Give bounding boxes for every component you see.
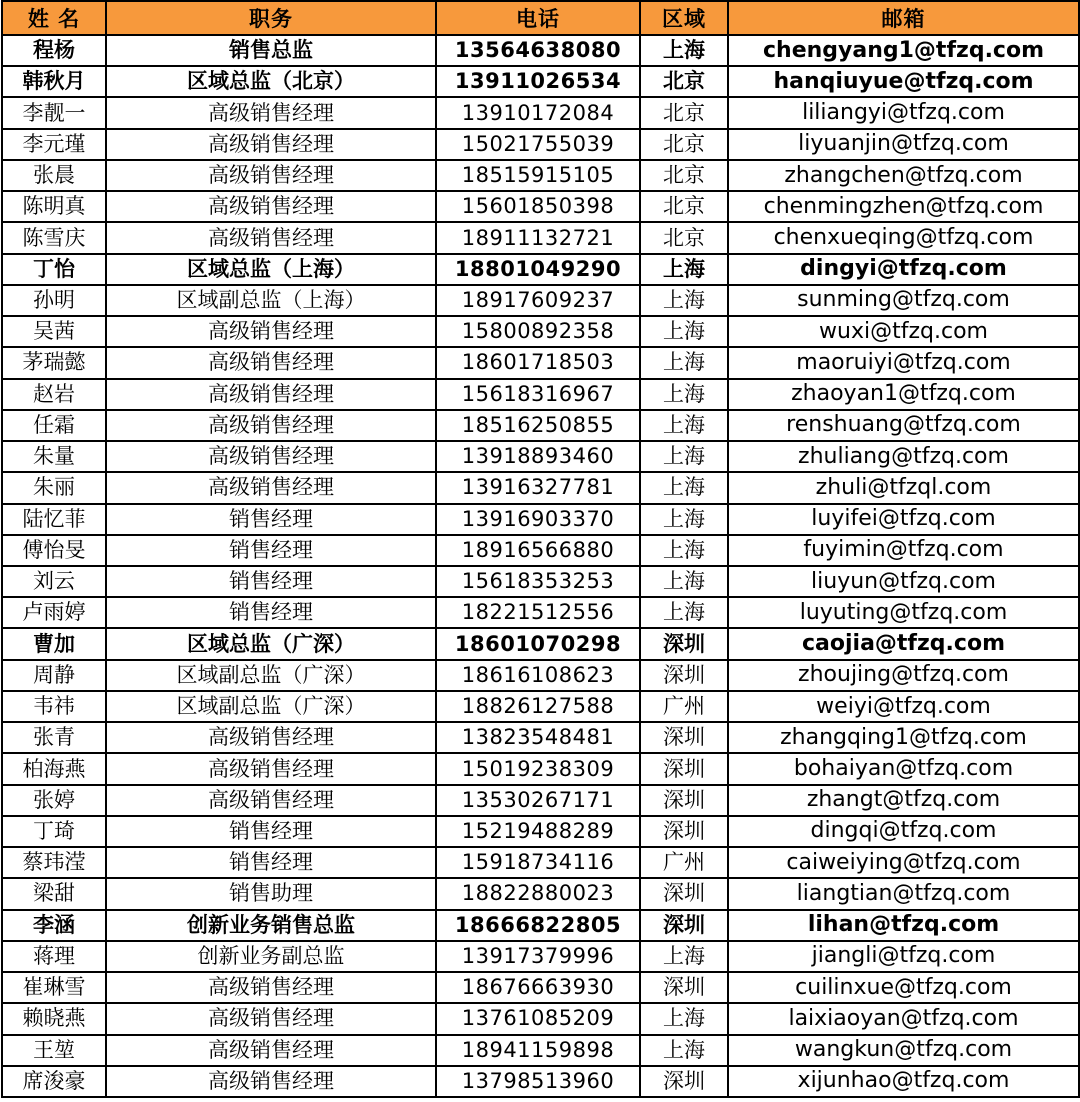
table-row	[2, 597, 1079, 628]
table-body	[2, 35, 1079, 1097]
email-cell: jiangli@tfzq.com	[728, 941, 1079, 972]
region-cell: 北京	[640, 66, 728, 97]
email-cell: lihan@tfzq.com	[728, 910, 1079, 941]
phone-cell: 18916566880	[436, 535, 640, 566]
table-row	[2, 379, 1079, 410]
email-cell: sunming@tfzq.com	[728, 285, 1079, 316]
region-cell: 上海	[640, 597, 728, 628]
title-cell: 高级销售经理	[106, 441, 436, 472]
phone-cell: 13910172084	[436, 97, 640, 128]
name-cell: 刘云	[2, 566, 106, 597]
region-cell: 广州	[640, 847, 728, 878]
title-cell: 高级销售经理	[106, 1003, 436, 1034]
phone-cell: 15021755039	[436, 129, 640, 160]
name-cell: 丁琦	[2, 816, 106, 847]
table-row	[2, 254, 1079, 285]
region-cell: 上海	[640, 285, 728, 316]
name-cell: 任霜	[2, 410, 106, 441]
header-name: 姓 名	[2, 1, 106, 35]
email-cell: liuyun@tfzq.com	[728, 566, 1079, 597]
email-cell: luyuting@tfzq.com	[728, 597, 1079, 628]
phone-cell: 18941159898	[436, 1035, 640, 1066]
email-cell: zhoujing@tfzq.com	[728, 660, 1079, 691]
name-cell: 丁怡	[2, 254, 106, 285]
phone-cell: 13916327781	[436, 472, 640, 503]
header-email: 邮箱	[728, 1, 1079, 35]
region-cell: 深圳	[640, 785, 728, 816]
region-cell: 上海	[640, 535, 728, 566]
name-cell: 梁甜	[2, 878, 106, 909]
region-cell: 上海	[640, 504, 728, 535]
phone-cell: 18911132721	[436, 222, 640, 253]
name-cell: 韦祎	[2, 691, 106, 722]
name-cell: 程杨	[2, 35, 106, 66]
title-cell: 高级销售经理	[106, 222, 436, 253]
phone-cell: 13917379996	[436, 941, 640, 972]
region-cell: 北京	[640, 160, 728, 191]
phone-cell: 15618353253	[436, 566, 640, 597]
title-cell: 高级销售经理	[106, 316, 436, 347]
title-cell: 高级销售经理	[106, 191, 436, 222]
phone-cell: 13761085209	[436, 1003, 640, 1034]
table-row	[2, 753, 1079, 784]
title-cell: 销售经理	[106, 566, 436, 597]
title-cell: 高级销售经理	[106, 785, 436, 816]
phone-cell: 18515915105	[436, 160, 640, 191]
table-row	[2, 285, 1079, 316]
table-row	[2, 910, 1079, 941]
table-row	[2, 441, 1079, 472]
table-row	[2, 878, 1079, 909]
region-cell: 深圳	[640, 972, 728, 1003]
phone-cell: 13530267171	[436, 785, 640, 816]
phone-cell: 13823548481	[436, 722, 640, 753]
email-cell: caojia@tfzq.com	[728, 628, 1079, 659]
region-cell: 上海	[640, 472, 728, 503]
region-cell: 北京	[640, 129, 728, 160]
phone-cell: 18676663930	[436, 972, 640, 1003]
email-cell: zhuliang@tfzq.com	[728, 441, 1079, 472]
title-cell: 区域副总监（上海）	[106, 285, 436, 316]
header-region: 区域	[640, 1, 728, 35]
name-cell: 蔡玮滢	[2, 847, 106, 878]
region-cell: 深圳	[640, 722, 728, 753]
name-cell: 李涵	[2, 910, 106, 941]
region-cell: 上海	[640, 35, 728, 66]
email-cell: dingyi@tfzq.com	[728, 254, 1079, 285]
table-row	[2, 660, 1079, 691]
name-cell: 张婷	[2, 785, 106, 816]
header-title: 职务	[106, 1, 436, 35]
title-cell: 高级销售经理	[106, 972, 436, 1003]
title-cell: 区域总监（广深）	[106, 628, 436, 659]
region-cell: 上海	[640, 316, 728, 347]
table-row	[2, 504, 1079, 535]
name-cell: 茅瑞懿	[2, 347, 106, 378]
email-cell: zhangqing1@tfzq.com	[728, 722, 1079, 753]
email-cell: wuxi@tfzq.com	[728, 316, 1079, 347]
title-cell: 高级销售经理	[106, 129, 436, 160]
region-cell: 深圳	[640, 910, 728, 941]
title-cell: 创新业务副总监	[106, 941, 436, 972]
name-cell: 陈明真	[2, 191, 106, 222]
table-row	[2, 535, 1079, 566]
table-header	[2, 1, 1079, 35]
region-cell: 上海	[640, 566, 728, 597]
email-cell: weiyi@tfzq.com	[728, 691, 1079, 722]
email-cell: chenmingzhen@tfzq.com	[728, 191, 1079, 222]
region-cell: 深圳	[640, 878, 728, 909]
title-cell: 区域总监（北京）	[106, 66, 436, 97]
name-cell: 吴茜	[2, 316, 106, 347]
table-row	[2, 847, 1079, 878]
title-cell: 销售经理	[106, 847, 436, 878]
phone-cell: 18221512556	[436, 597, 640, 628]
table-row	[2, 410, 1079, 441]
table-row	[2, 97, 1079, 128]
name-cell: 赵岩	[2, 379, 106, 410]
name-cell: 韩秋月	[2, 66, 106, 97]
phone-cell: 15800892358	[436, 316, 640, 347]
table-row	[2, 347, 1079, 378]
table-row	[2, 785, 1079, 816]
phone-cell: 13911026534	[436, 66, 640, 97]
title-cell: 高级销售经理	[106, 1066, 436, 1097]
email-cell: renshuang@tfzq.com	[728, 410, 1079, 441]
region-cell: 上海	[640, 410, 728, 441]
phone-cell: 18516250855	[436, 410, 640, 441]
name-cell: 崔琳雪	[2, 972, 106, 1003]
title-cell: 销售经理	[106, 535, 436, 566]
email-cell: zhangt@tfzq.com	[728, 785, 1079, 816]
email-cell: cuilinxue@tfzq.com	[728, 972, 1079, 1003]
table-row	[2, 972, 1079, 1003]
title-cell: 销售经理	[106, 816, 436, 847]
title-cell: 区域副总监（广深）	[106, 660, 436, 691]
name-cell: 曹加	[2, 628, 106, 659]
phone-cell: 15219488289	[436, 816, 640, 847]
email-cell: fuyimin@tfzq.com	[728, 535, 1079, 566]
title-cell: 高级销售经理	[106, 379, 436, 410]
name-cell: 朱丽	[2, 472, 106, 503]
phone-cell: 13916903370	[436, 504, 640, 535]
email-cell: bohaiyan@tfzq.com	[728, 753, 1079, 784]
title-cell: 区域副总监（广深）	[106, 691, 436, 722]
email-cell: luyifei@tfzq.com	[728, 504, 1079, 535]
table-row	[2, 129, 1079, 160]
name-cell: 朱量	[2, 441, 106, 472]
email-cell: zhaoyan1@tfzq.com	[728, 379, 1079, 410]
region-cell: 深圳	[640, 628, 728, 659]
name-cell: 傅怡旻	[2, 535, 106, 566]
title-cell: 创新业务销售总监	[106, 910, 436, 941]
table-row	[2, 816, 1079, 847]
table-row	[2, 628, 1079, 659]
phone-cell: 15019238309	[436, 753, 640, 784]
title-cell: 高级销售经理	[106, 472, 436, 503]
header-phone: 电话	[436, 1, 640, 35]
title-cell: 销售经理	[106, 504, 436, 535]
header-row	[2, 1, 1079, 35]
table-row	[2, 66, 1079, 97]
table-row	[2, 191, 1079, 222]
email-cell: chengyang1@tfzq.com	[728, 35, 1079, 66]
name-cell: 陈雪庆	[2, 222, 106, 253]
table-row	[2, 316, 1079, 347]
region-cell: 上海	[640, 941, 728, 972]
phone-cell: 15918734116	[436, 847, 640, 878]
region-cell: 北京	[640, 191, 728, 222]
email-cell: wangkun@tfzq.com	[728, 1035, 1079, 1066]
region-cell: 深圳	[640, 816, 728, 847]
table-row	[2, 566, 1079, 597]
name-cell: 蒋理	[2, 941, 106, 972]
email-cell: maoruiyi@tfzq.com	[728, 347, 1079, 378]
table-row	[2, 1066, 1079, 1097]
region-cell: 北京	[640, 222, 728, 253]
email-cell: zhangchen@tfzq.com	[728, 160, 1079, 191]
phone-cell: 18826127588	[436, 691, 640, 722]
region-cell: 上海	[640, 441, 728, 472]
email-cell: zhuli@tfzql.com	[728, 472, 1079, 503]
name-cell: 王堃	[2, 1035, 106, 1066]
table-row	[2, 722, 1079, 753]
table-row	[2, 160, 1079, 191]
phone-cell: 15618316967	[436, 379, 640, 410]
name-cell: 张青	[2, 722, 106, 753]
name-cell: 卢雨婷	[2, 597, 106, 628]
name-cell: 赖晓燕	[2, 1003, 106, 1034]
region-cell: 上海	[640, 379, 728, 410]
title-cell: 高级销售经理	[106, 1035, 436, 1066]
region-cell: 深圳	[640, 753, 728, 784]
email-cell: liyuanjin@tfzq.com	[728, 129, 1079, 160]
phone-cell: 18822880023	[436, 878, 640, 909]
email-cell: liangtian@tfzq.com	[728, 878, 1079, 909]
email-cell: xijunhao@tfzq.com	[728, 1066, 1079, 1097]
table-row	[2, 222, 1079, 253]
region-cell: 上海	[640, 254, 728, 285]
title-cell: 高级销售经理	[106, 753, 436, 784]
table-row	[2, 941, 1079, 972]
region-cell: 深圳	[640, 1066, 728, 1097]
phone-cell: 13798513960	[436, 1066, 640, 1097]
contact-table	[1, 0, 1080, 1098]
email-cell: chenxueqing@tfzq.com	[728, 222, 1079, 253]
name-cell: 孙明	[2, 285, 106, 316]
phone-cell: 13918893460	[436, 441, 640, 472]
title-cell: 高级销售经理	[106, 160, 436, 191]
title-cell: 区域总监（上海）	[106, 254, 436, 285]
title-cell: 销售助理	[106, 878, 436, 909]
phone-cell: 18801049290	[436, 254, 640, 285]
name-cell: 李靓一	[2, 97, 106, 128]
name-cell: 张晨	[2, 160, 106, 191]
phone-cell: 18601718503	[436, 347, 640, 378]
table-row	[2, 1035, 1079, 1066]
name-cell: 柏海燕	[2, 753, 106, 784]
email-cell: laixiaoyan@tfzq.com	[728, 1003, 1079, 1034]
phone-cell: 18601070298	[436, 628, 640, 659]
name-cell: 席浚豪	[2, 1066, 106, 1097]
table-row	[2, 472, 1079, 503]
table-row	[2, 1003, 1079, 1034]
region-cell: 上海	[640, 347, 728, 378]
title-cell: 高级销售经理	[106, 97, 436, 128]
title-cell: 高级销售经理	[106, 722, 436, 753]
table-row	[2, 35, 1079, 66]
region-cell: 上海	[640, 1035, 728, 1066]
region-cell: 深圳	[640, 660, 728, 691]
phone-cell: 15601850398	[436, 191, 640, 222]
phone-cell: 18666822805	[436, 910, 640, 941]
name-cell: 陆忆菲	[2, 504, 106, 535]
phone-cell: 18917609237	[436, 285, 640, 316]
title-cell: 高级销售经理	[106, 410, 436, 441]
phone-cell: 13564638080	[436, 35, 640, 66]
region-cell: 北京	[640, 97, 728, 128]
title-cell: 销售总监	[106, 35, 436, 66]
title-cell: 高级销售经理	[106, 347, 436, 378]
name-cell: 周静	[2, 660, 106, 691]
email-cell: dingqi@tfzq.com	[728, 816, 1079, 847]
phone-cell: 18616108623	[436, 660, 640, 691]
region-cell: 广州	[640, 691, 728, 722]
title-cell: 销售经理	[106, 597, 436, 628]
email-cell: caiweiying@tfzq.com	[728, 847, 1079, 878]
email-cell: liliangyi@tfzq.com	[728, 97, 1079, 128]
region-cell: 上海	[640, 1003, 728, 1034]
table-row	[2, 691, 1079, 722]
name-cell: 李元瑾	[2, 129, 106, 160]
email-cell: hanqiuyue@tfzq.com	[728, 66, 1079, 97]
